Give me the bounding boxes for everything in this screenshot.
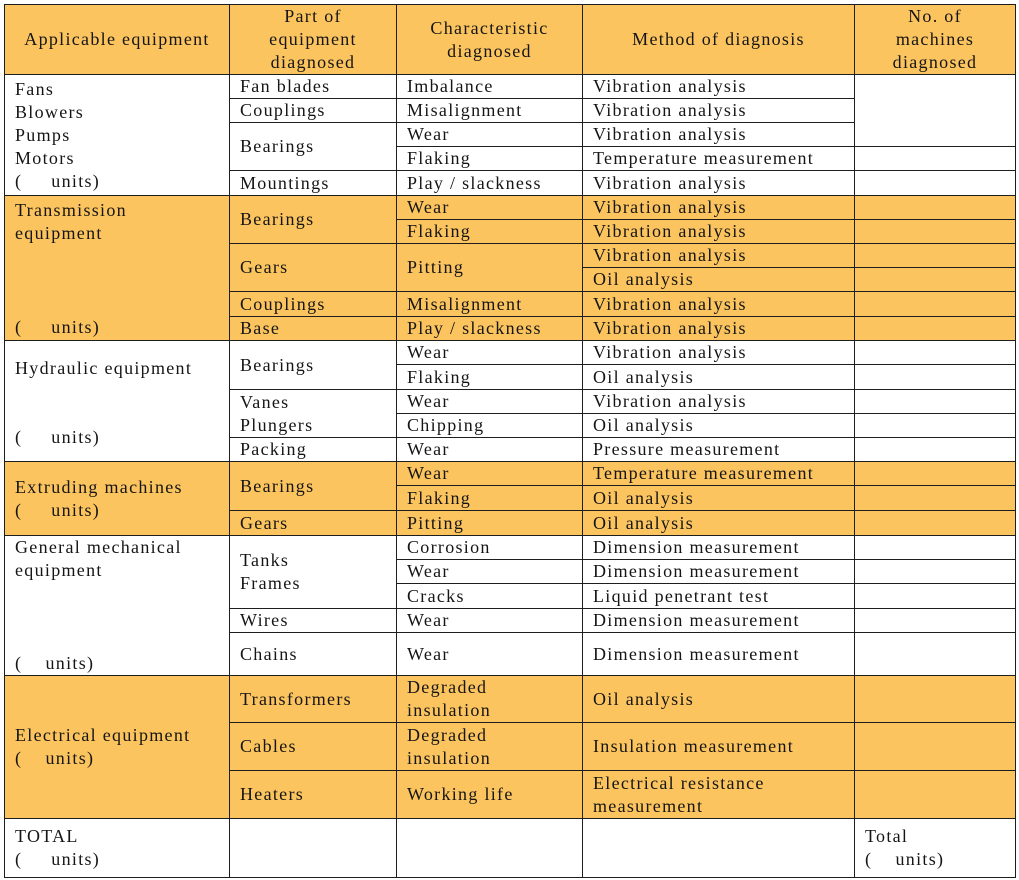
- part-cell: Wires: [230, 609, 397, 633]
- equipment-group-label: General mechanical equipment: [15, 537, 182, 580]
- characteristic-cell: Degraded insulation: [397, 676, 583, 723]
- characteristic-cell: Wear: [397, 609, 583, 633]
- method-cell: Vibration analysis: [583, 292, 855, 317]
- machine-count-cell: [855, 771, 1016, 819]
- total-count-units: ( units): [865, 849, 945, 869]
- characteristic-cell: Chipping: [397, 414, 583, 438]
- total-count-cell: [855, 819, 1016, 878]
- characteristic-cell: Play / slackness: [397, 317, 583, 341]
- method-cell: Electrical resistance measurement: [583, 771, 855, 819]
- method-cell: Vibration analysis: [583, 171, 855, 196]
- part-cell: Tanks Frames: [230, 536, 397, 609]
- method-cell: Oil analysis: [583, 268, 855, 292]
- method-cell: Dimension measurement: [583, 609, 855, 633]
- part-cell: Transformers: [230, 676, 397, 723]
- machine-count-cell: [855, 560, 1016, 584]
- machine-count-cell: [855, 676, 1016, 723]
- characteristic-cell: Wear: [397, 438, 583, 462]
- machine-count-cell: [855, 171, 1016, 196]
- characteristic-cell: Working life: [397, 771, 583, 819]
- machine-count-cell: [855, 341, 1016, 365]
- part-cell: Cables: [230, 723, 397, 771]
- method-cell: Vibration analysis: [583, 123, 855, 147]
- method-cell: Liquid penetrant test: [583, 584, 855, 609]
- total-label: TOTAL: [15, 826, 79, 846]
- machine-count-cell: [855, 486, 1016, 511]
- equipment-group-cell: [5, 462, 230, 536]
- table-row: [5, 536, 1016, 560]
- part-cell: Bearings: [230, 462, 397, 511]
- equipment-group-cell: [5, 341, 230, 462]
- equipment-group-cell: [5, 196, 230, 341]
- total-units-label: ( units): [15, 849, 101, 869]
- method-cell: Dimension measurement: [583, 536, 855, 560]
- characteristic-cell: Wear: [397, 560, 583, 584]
- equipment-group-cell: [5, 536, 230, 676]
- equipment-group-cell: [5, 676, 230, 819]
- machine-count-cell: [855, 317, 1016, 341]
- method-cell: Vibration analysis: [583, 341, 855, 365]
- header-applicable-equipment: Applicable equipment: [5, 5, 230, 75]
- method-cell: Oil analysis: [583, 676, 855, 723]
- characteristic-cell: Wear: [397, 341, 583, 365]
- total-row: [5, 819, 1016, 878]
- characteristic-cell: Wear: [397, 196, 583, 220]
- equipment-group-cell: [5, 75, 230, 196]
- method-cell: Vibration analysis: [583, 75, 855, 99]
- method-cell: Oil analysis: [583, 511, 855, 536]
- method-cell: Vibration analysis: [583, 244, 855, 268]
- part-cell: Heaters: [230, 771, 397, 819]
- diagnosis-table: [4, 4, 1016, 878]
- equipment-units-label: ( units): [15, 427, 101, 447]
- method-cell: Vibration analysis: [583, 390, 855, 414]
- table-row: [5, 341, 1016, 365]
- total-count-label: Total: [865, 826, 909, 846]
- table-row: [5, 75, 1016, 99]
- method-cell: Vibration analysis: [583, 99, 855, 123]
- machine-count-cell: [855, 390, 1016, 414]
- part-cell: Bearings: [230, 196, 397, 244]
- machine-count-cell: [855, 438, 1016, 462]
- characteristic-cell: Flaking: [397, 486, 583, 511]
- total-empty-cell: [230, 819, 397, 878]
- part-cell: Packing: [230, 438, 397, 462]
- table-row: [5, 676, 1016, 723]
- method-cell: Insulation measurement: [583, 723, 855, 771]
- machine-count-cell: [855, 414, 1016, 438]
- part-cell: Chains: [230, 633, 397, 676]
- table-row: [5, 462, 1016, 486]
- part-cell: Gears: [230, 244, 397, 292]
- characteristic-cell: Pitting: [397, 244, 583, 292]
- method-cell: Pressure measurement: [583, 438, 855, 462]
- characteristic-cell: Play / slackness: [397, 171, 583, 196]
- characteristic-cell: Flaking: [397, 147, 583, 171]
- part-cell: Base: [230, 317, 397, 341]
- equipment-group-label: Extruding machines: [15, 476, 183, 497]
- characteristic-cell: Corrosion: [397, 536, 583, 560]
- method-cell: Temperature measurement: [583, 147, 855, 171]
- machine-count-cell: [855, 196, 1016, 220]
- characteristic-cell: Wear: [397, 123, 583, 147]
- method-cell: Oil analysis: [583, 365, 855, 390]
- machine-count-cell: [855, 609, 1016, 633]
- method-cell: Temperature measurement: [583, 462, 855, 486]
- equipment-units-label: ( units): [15, 170, 101, 191]
- part-cell: Gears: [230, 511, 397, 536]
- machine-count-cell: [855, 723, 1016, 771]
- equipment-units-label: ( units): [15, 653, 95, 673]
- characteristic-cell: Flaking: [397, 365, 583, 390]
- characteristic-cell: Wear: [397, 633, 583, 676]
- header-row: [5, 5, 1016, 75]
- characteristic-cell: Misalignment: [397, 99, 583, 123]
- table-row: [5, 196, 1016, 220]
- part-cell: Bearings: [230, 123, 397, 171]
- characteristic-cell: Misalignment: [397, 292, 583, 317]
- total-empty-cell: [397, 819, 583, 878]
- part-cell: Bearings: [230, 341, 397, 390]
- characteristic-cell: Pitting: [397, 511, 583, 536]
- machine-count-cell: [855, 633, 1016, 676]
- machine-count-cell: [855, 462, 1016, 486]
- machine-count-cell: [855, 511, 1016, 536]
- total-empty-cell: [583, 819, 855, 878]
- equipment-group-label: Fans Blowers Pumps Motors: [15, 78, 85, 168]
- part-cell: Fan blades: [230, 75, 397, 99]
- method-cell: Dimension measurement: [583, 560, 855, 584]
- method-cell: Oil analysis: [583, 486, 855, 511]
- part-cell: Vanes Plungers: [230, 390, 397, 438]
- equipment-group-label: Hydraulic equipment: [15, 358, 193, 378]
- machine-count-cell: [855, 147, 1016, 171]
- characteristic-cell: Wear: [397, 390, 583, 414]
- method-cell: Dimension measurement: [583, 633, 855, 676]
- characteristic-cell: Cracks: [397, 584, 583, 609]
- machine-count-cell: [855, 536, 1016, 560]
- machine-count-cell: [855, 75, 1016, 147]
- machine-count-cell: [855, 220, 1016, 244]
- machine-count-cell: [855, 365, 1016, 390]
- machine-count-cell: [855, 244, 1016, 268]
- machine-count-cell: [855, 268, 1016, 292]
- equipment-group-label: Electrical equipment: [15, 725, 191, 745]
- equipment-group-label: Transmission equipment: [15, 200, 127, 243]
- characteristic-cell: Flaking: [397, 220, 583, 244]
- header-machines-diagnosed: No. of machines diagnosed: [855, 5, 1016, 75]
- method-cell: Oil analysis: [583, 414, 855, 438]
- characteristic-cell: Degraded insulation: [397, 723, 583, 771]
- part-cell: Couplings: [230, 99, 397, 123]
- machine-count-cell: [855, 292, 1016, 317]
- equipment-units-label: ( units): [15, 499, 101, 520]
- header-part-diagnosed: Part of equipment diagnosed: [230, 5, 397, 75]
- characteristic-cell: Wear: [397, 462, 583, 486]
- header-method-of-diagnosis: Method of diagnosis: [583, 5, 855, 75]
- header-characteristic-diagnosed: Characteristic diagnosed: [397, 5, 583, 75]
- part-cell: Couplings: [230, 292, 397, 317]
- method-cell: Vibration analysis: [583, 317, 855, 341]
- equipment-units-label: ( units): [15, 317, 101, 337]
- machine-count-cell: [855, 584, 1016, 609]
- method-cell: Vibration analysis: [583, 196, 855, 220]
- part-cell: Mountings: [230, 171, 397, 196]
- equipment-units-label: ( units): [15, 748, 95, 768]
- total-label-cell: [5, 819, 230, 878]
- characteristic-cell: Imbalance: [397, 75, 583, 99]
- method-cell: Vibration analysis: [583, 220, 855, 244]
